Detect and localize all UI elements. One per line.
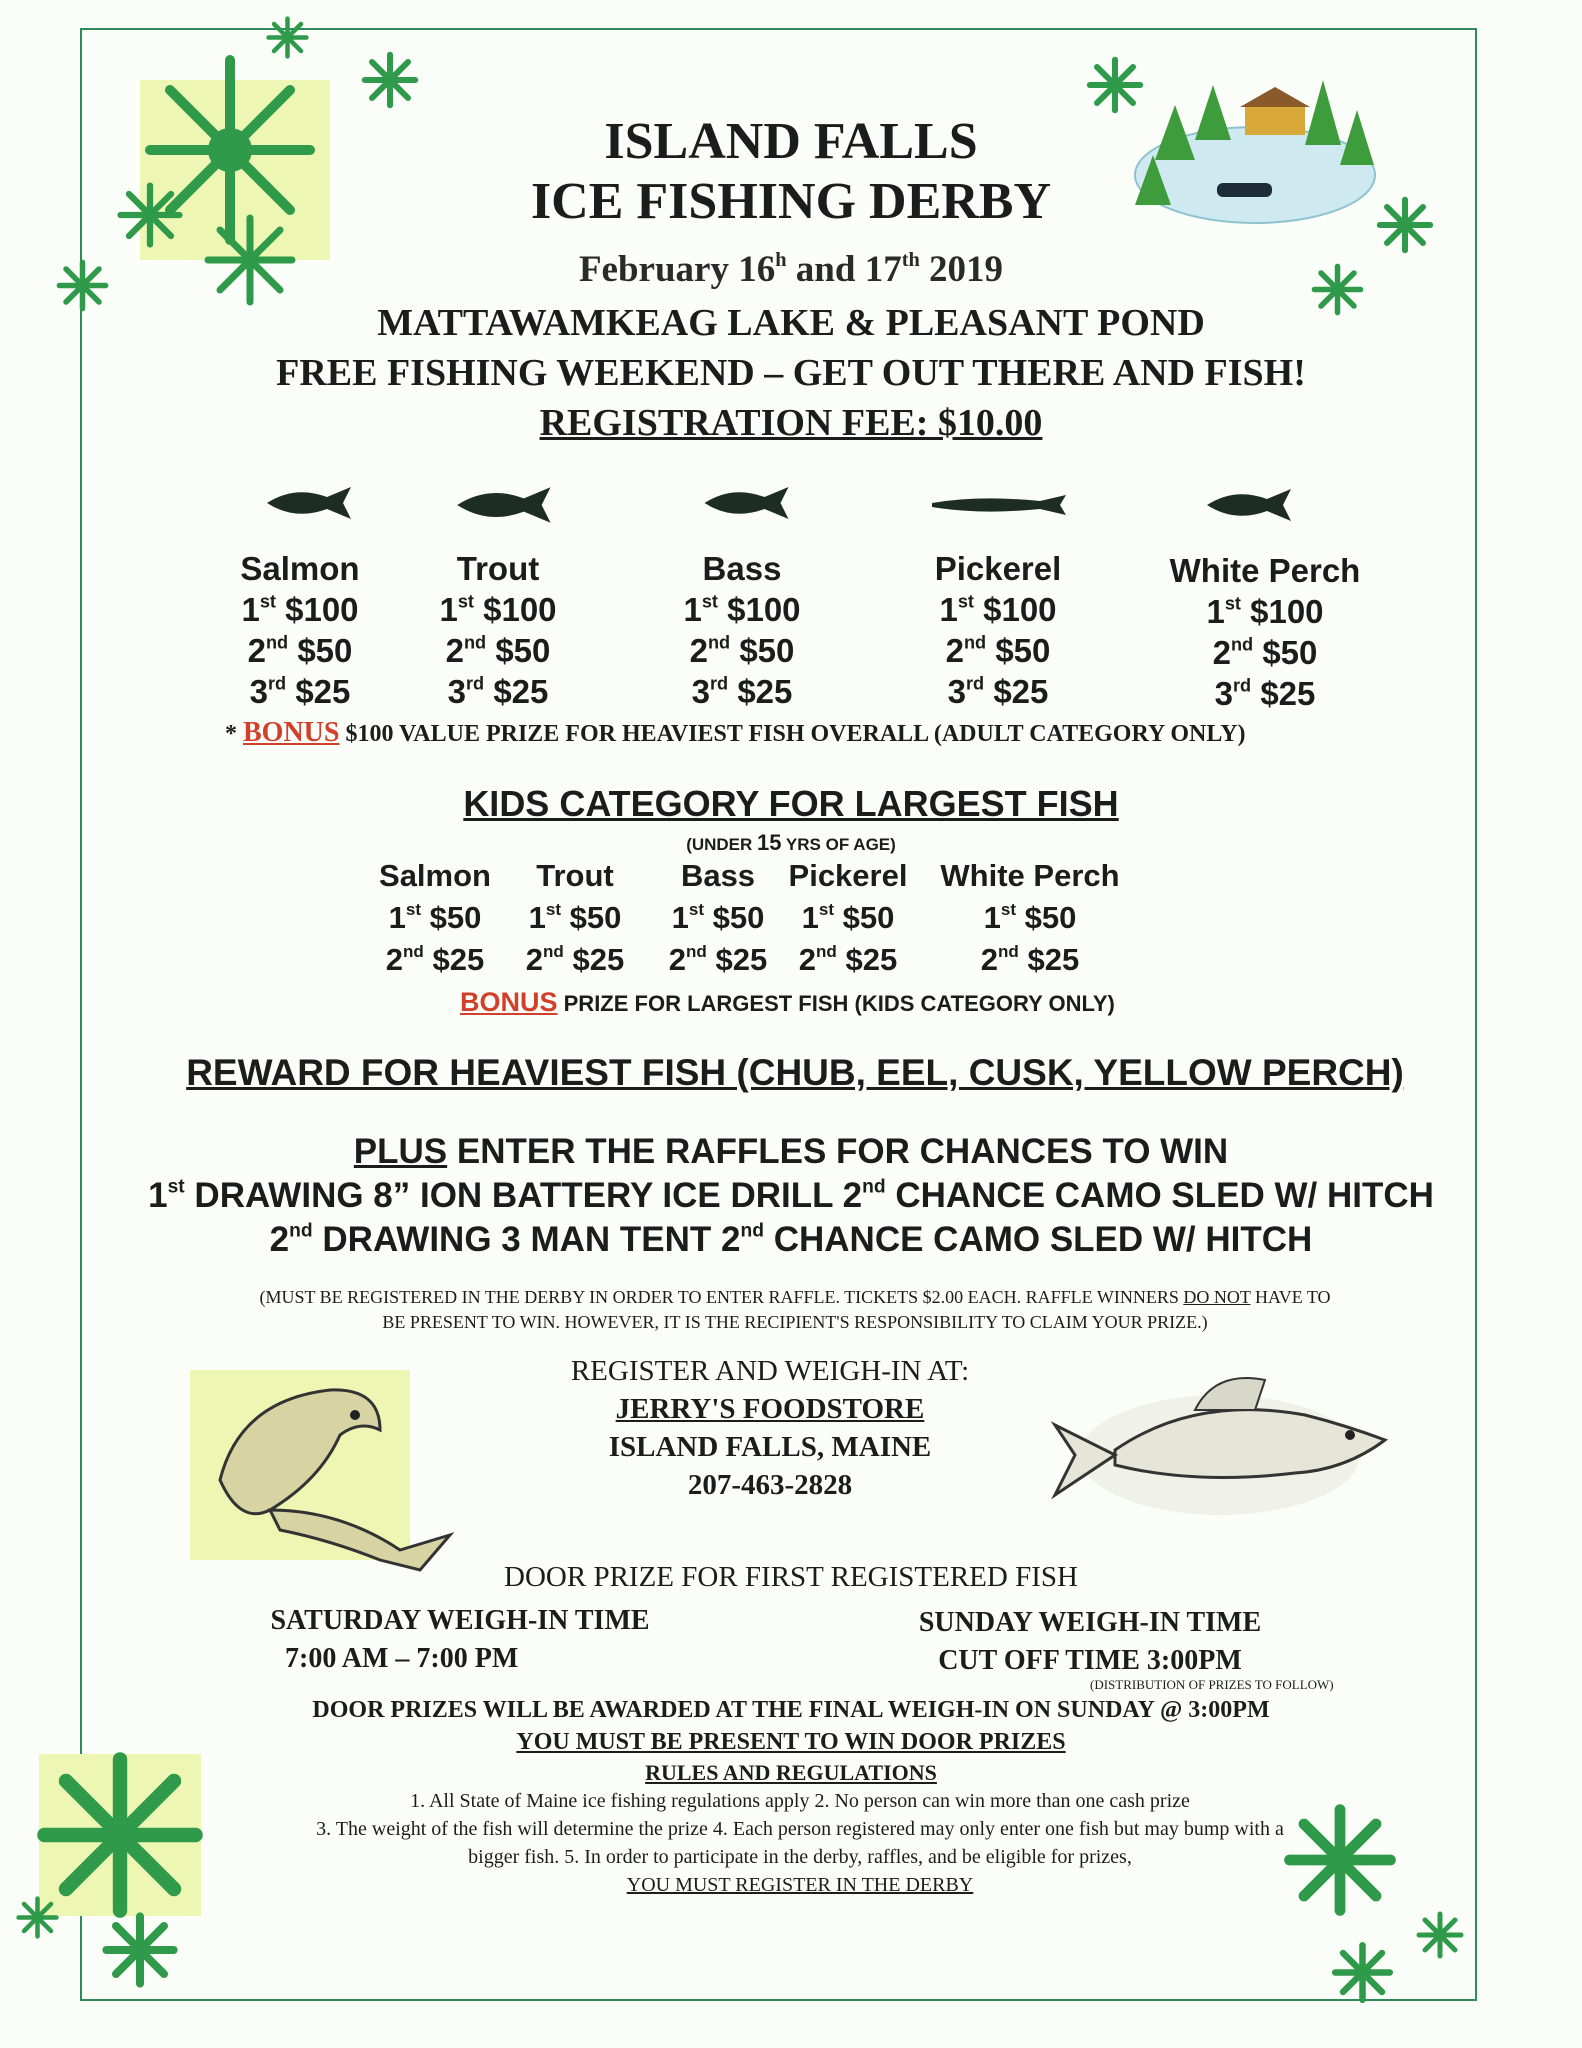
prize-column-pickerel <box>878 548 1118 712</box>
pickerel-fish-icon <box>930 493 1070 517</box>
prize-column-white-perch <box>1145 550 1385 714</box>
kids-column-bass <box>658 855 778 981</box>
event-dates: February 16$^h$ and 17th 2019 <box>578 248 1004 290</box>
snowflake-icon <box>100 1910 180 1990</box>
register-heading: REGISTER AND WEIGH-IN AT: <box>570 1355 970 1387</box>
kids-column-trout <box>515 855 635 981</box>
event-title: ISLAND FALLS <box>604 113 978 170</box>
raffle-first-drawing: 1st DRAWING 8” ION BATTERY ICE DRILL 2nd CHANCE CAMO SLED W/ HITCH <box>148 1176 1434 1215</box>
rules-line: 1. All State of Maine ice fishing regulations apply 2. No person can win more than one cash prize <box>410 1790 1190 1812</box>
species-name: Salmon <box>379 858 491 893</box>
second-prize: 2nd $50 <box>689 632 795 669</box>
raffle-intro: PLUS ENTER THE RAFFLES FOR CHANCES TO WIN <box>353 1132 1229 1171</box>
registration-fee: REGISTRATION FEE: $10.00 <box>539 402 1043 444</box>
event-subtitle: ICE FISHING DERBY <box>530 173 1052 230</box>
first-prize: 1st $100 <box>683 591 801 628</box>
second-prize: 2nd $50 <box>1212 634 1318 671</box>
species-name: Trout <box>536 858 614 893</box>
kids-column-white-perch <box>930 855 1130 981</box>
saturday-time: 7:00 AM – 7:00 PM <box>285 1643 519 1674</box>
rules-line: 3. The weight of the fish will determine the prize 4. Each person registered may only enter one fish but may bump with a <box>316 1818 1284 1840</box>
sunday-title: SUNDAY WEIGH-IN TIME <box>918 1607 1262 1638</box>
saturday-title: SATURDAY WEIGH-IN TIME <box>270 1605 650 1636</box>
second-prize: 2nd $50 <box>445 632 551 669</box>
species-name: Pickerel <box>788 858 908 893</box>
trout-fish-icon <box>455 485 555 525</box>
prize-column-bass <box>622 548 862 712</box>
bonus-label: BONUS <box>243 717 340 748</box>
first-prize: 1st $100 <box>1206 593 1324 630</box>
species-name: Salmon <box>240 550 360 587</box>
third-prize: 3rd $25 <box>1214 675 1316 712</box>
store-phone: 207-463-2828 <box>687 1469 853 1501</box>
third-prize: 3rd $25 <box>691 673 793 710</box>
prize-distribution-note: (DISTRIBUTION OF PRIZES TO FOLLOW) <box>1090 1677 1334 1692</box>
species-name: White Perch <box>940 858 1120 893</box>
second-prize: 2nd $25 <box>668 942 768 977</box>
kids-heading: KIDS CATEGORY FOR LARGEST FISH <box>463 783 1119 824</box>
second-prize: 2nd $25 <box>798 942 898 977</box>
kids-bonus-line: BONUS PRIZE FOR LARGEST FISH (KIDS CATEGORY ONLY) <box>460 987 1115 1017</box>
rules-line: YOU MUST REGISTER IN THE DERBY <box>626 1874 974 1896</box>
reward-heading: REWARD FOR HEAVIEST FISH (CHUB, EEL, CUSK, YELLOW PERCH) <box>186 1052 1404 1093</box>
snowflake-icon <box>1330 1940 1395 2005</box>
second-prize: 2nd $25 <box>525 942 625 977</box>
free-weekend-banner: FREE FISHING WEEKEND – GET OUT THERE AND FISH! <box>276 352 1306 394</box>
bass-fish-icon <box>700 485 795 521</box>
second-prize: 2nd $50 <box>945 632 1051 669</box>
door-prize-award-line: DOOR PRIZES WILL BE AWARDED AT THE FINAL WEIGH-IN ON SUNDAY @ 3:00PM <box>312 1697 1270 1723</box>
rules-body <box>140 1787 1460 1899</box>
first-prize: 1st $50 <box>388 900 482 935</box>
prize-column-trout <box>378 548 618 712</box>
raffle-note: (MUST BE REGISTERED IN THE DERBY IN ORDER TO ENTER RAFFLE. TICKETS $2.00 EACH. RAFFLE WINNERS DO NOT HAVE TO BE PRESENT TO WIN. HOWEVER, IT IS THE RECIPIENT'S RESPONSIBILITY TO CLAIM YOUR PRIZE.) <box>259 1287 1331 1332</box>
second-prize: 2nd $50 <box>247 632 353 669</box>
species-name: Trout <box>456 550 540 587</box>
adult-bonus-line: * BONUS $100 VALUE PRIZE FOR HEAVIEST FISH OVERALL (ADULT CATEGORY ONLY) <box>225 717 1246 748</box>
rules-line: bigger fish. 5. In order to participate in the derby, raffles, and be eligible for prizes, <box>468 1846 1132 1868</box>
snowflake-icon <box>1415 1910 1465 1960</box>
kids-age-note: (UNDER 15 YRS OF AGE) <box>686 830 896 855</box>
first-prize: 1st $100 <box>241 591 359 628</box>
trout-drawing-icon <box>1045 1355 1395 1530</box>
raffle-section <box>0 1130 1582 1262</box>
kids-column-pickerel <box>778 855 918 981</box>
second-prize: 2nd $25 <box>980 942 1080 977</box>
first-prize: 1st $50 <box>801 900 895 935</box>
kids-column-salmon <box>370 855 500 981</box>
salmon-fish-icon <box>265 485 355 521</box>
first-prize: 1st $50 <box>671 900 765 935</box>
species-name: Bass <box>702 550 782 587</box>
raffle-second-drawing: 2nd DRAWING 3 MAN TENT 2nd CHANCE CAMO SLED W/ HITCH <box>269 1220 1313 1259</box>
first-prize: 1st $50 <box>983 900 1077 935</box>
leaping-salmon-drawing-icon <box>180 1360 460 1580</box>
store-town: ISLAND FALLS, MAINE <box>608 1431 932 1463</box>
bonus-label: BONUS <box>460 987 558 1017</box>
second-prize: 2nd $25 <box>385 942 485 977</box>
first-prize: 1st $100 <box>939 591 1057 628</box>
third-prize: 3rd $25 <box>447 673 549 710</box>
store-name: JERRY'S FOODSTORE <box>615 1393 925 1425</box>
third-prize: 3rd $25 <box>947 673 1049 710</box>
species-name: Bass <box>680 858 756 893</box>
snowflake-icon <box>265 15 310 60</box>
door-prize-line: DOOR PRIZE FOR FIRST REGISTERED FISH <box>504 1561 1078 1593</box>
first-prize: 1st $50 <box>528 900 622 935</box>
sunday-time: CUT OFF TIME 3:00PM <box>938 1645 1242 1676</box>
first-prize: 1st $100 <box>439 591 557 628</box>
snowflake-icon <box>360 50 420 110</box>
species-name: Pickerel <box>934 550 1062 587</box>
sunday-weigh-in <box>880 1604 1300 1680</box>
third-prize: 3rd $25 <box>249 673 351 710</box>
white-perch-fish-icon <box>1205 485 1295 525</box>
event-location: MATTAWAMKEAG LAKE & PLEASANT POND <box>377 302 1205 344</box>
must-be-present-line: YOU MUST BE PRESENT TO WIN DOOR PRIZES <box>516 1729 1066 1755</box>
snowflake-icon <box>15 1895 60 1940</box>
species-name: White Perch <box>1169 552 1361 589</box>
saturday-weigh-in <box>240 1602 680 1678</box>
rules-heading: RULES AND REGULATIONS <box>645 1760 937 1785</box>
